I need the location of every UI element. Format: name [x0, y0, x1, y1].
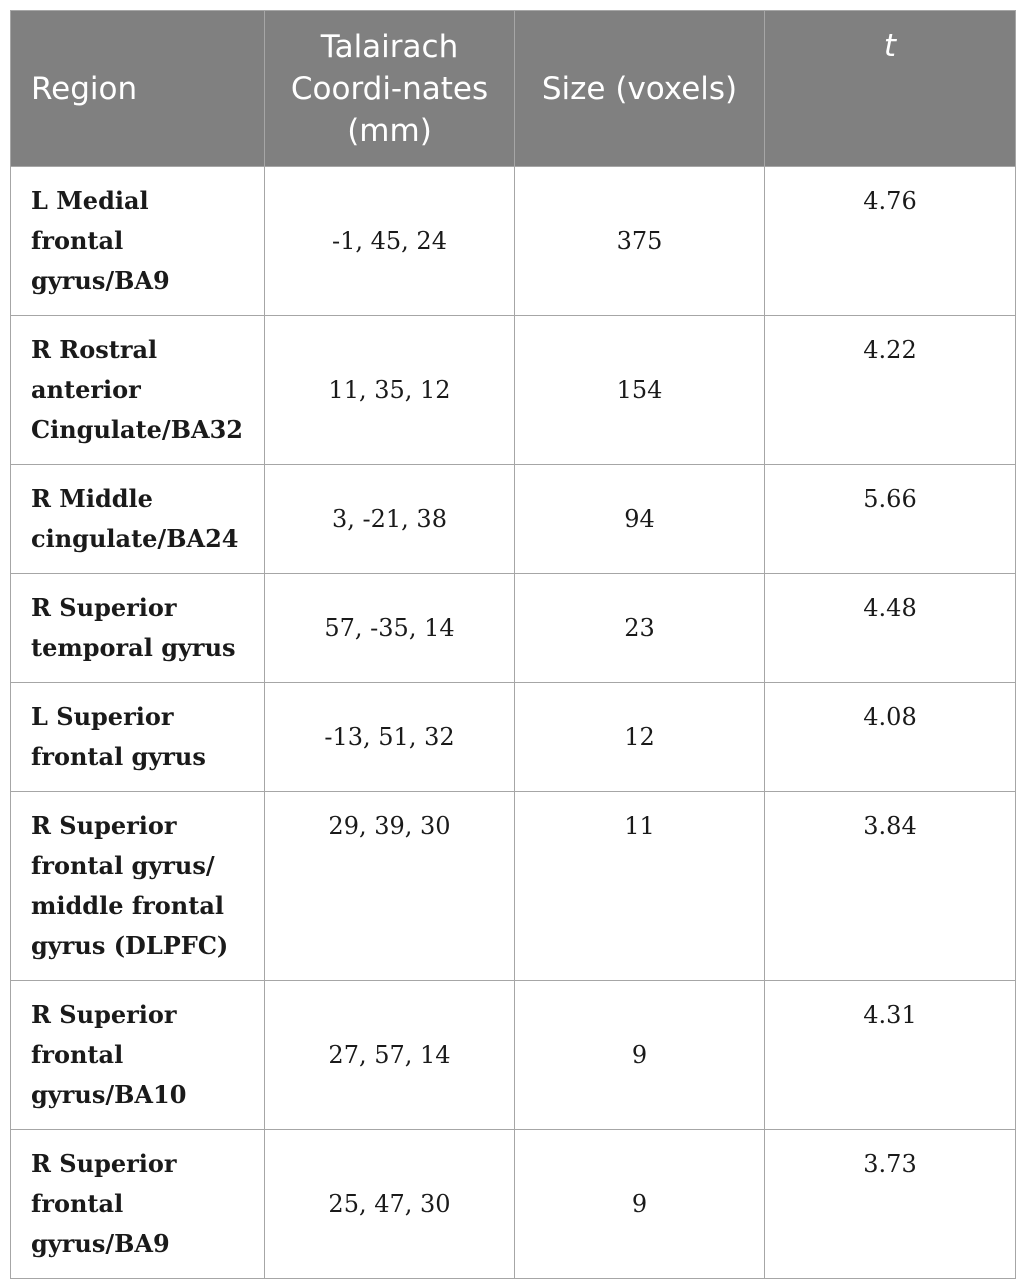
cell-size: 11 [515, 792, 765, 981]
header-size: Size (voxels) [515, 11, 765, 167]
cell-size: 375 [515, 167, 765, 316]
results-table [10, 10, 1016, 1279]
cell-coordinates: 29, 39, 30 [265, 792, 515, 981]
cell-size: 94 [515, 465, 765, 574]
cell-region: R Superior frontal gyrus/BA9 [11, 1130, 265, 1279]
cell-t: 4.22 [765, 316, 1016, 465]
cell-region: L Medial frontal gyrus/BA9 [11, 167, 265, 316]
table-row [11, 1130, 1016, 1279]
cell-coordinates: -1, 45, 24 [265, 167, 515, 316]
cell-coordinates: 3, -21, 38 [265, 465, 515, 574]
cell-region: R Middle cingulate/BA24 [11, 465, 265, 574]
cell-region: R Superior temporal gyrus [11, 574, 265, 683]
cell-size: 9 [515, 1130, 765, 1279]
cell-t: 4.31 [765, 981, 1016, 1130]
cell-t: 4.08 [765, 683, 1016, 792]
cell-t: 5.66 [765, 465, 1016, 574]
table-row [11, 167, 1016, 316]
table-row [11, 683, 1016, 792]
table-row [11, 792, 1016, 981]
table-row [11, 465, 1016, 574]
cell-coordinates: -13, 51, 32 [265, 683, 515, 792]
cell-coordinates: 25, 47, 30 [265, 1130, 515, 1279]
header-region: Region [11, 11, 265, 167]
table-row [11, 574, 1016, 683]
cell-coordinates: 11, 35, 12 [265, 316, 515, 465]
cell-coordinates: 27, 57, 14 [265, 981, 515, 1130]
cell-size: 23 [515, 574, 765, 683]
cell-region: L Superior frontal gyrus [11, 683, 265, 792]
cell-region: R Rostral anterior Cingulate/BA32 [11, 316, 265, 465]
cell-t: 4.48 [765, 574, 1016, 683]
cell-size: 12 [515, 683, 765, 792]
header-t: t [765, 11, 1016, 167]
table-body [11, 167, 1016, 1279]
cell-t: 3.84 [765, 792, 1016, 981]
cell-region: R Superior frontal gyrus/ middle frontal gyrus (DLPFC) [11, 792, 265, 981]
header-row [11, 11, 1016, 167]
cell-region: R Superior frontal gyrus/BA10 [11, 981, 265, 1130]
table-header [11, 11, 1016, 167]
table-row [11, 316, 1016, 465]
cell-coordinates: 57, -35, 14 [265, 574, 515, 683]
table-row [11, 981, 1016, 1130]
header-coordinates: Talairach Coordi-nates (mm) [265, 11, 515, 167]
cell-t: 3.73 [765, 1130, 1016, 1279]
cell-t: 4.76 [765, 167, 1016, 316]
cell-size: 154 [515, 316, 765, 465]
cell-size: 9 [515, 981, 765, 1130]
